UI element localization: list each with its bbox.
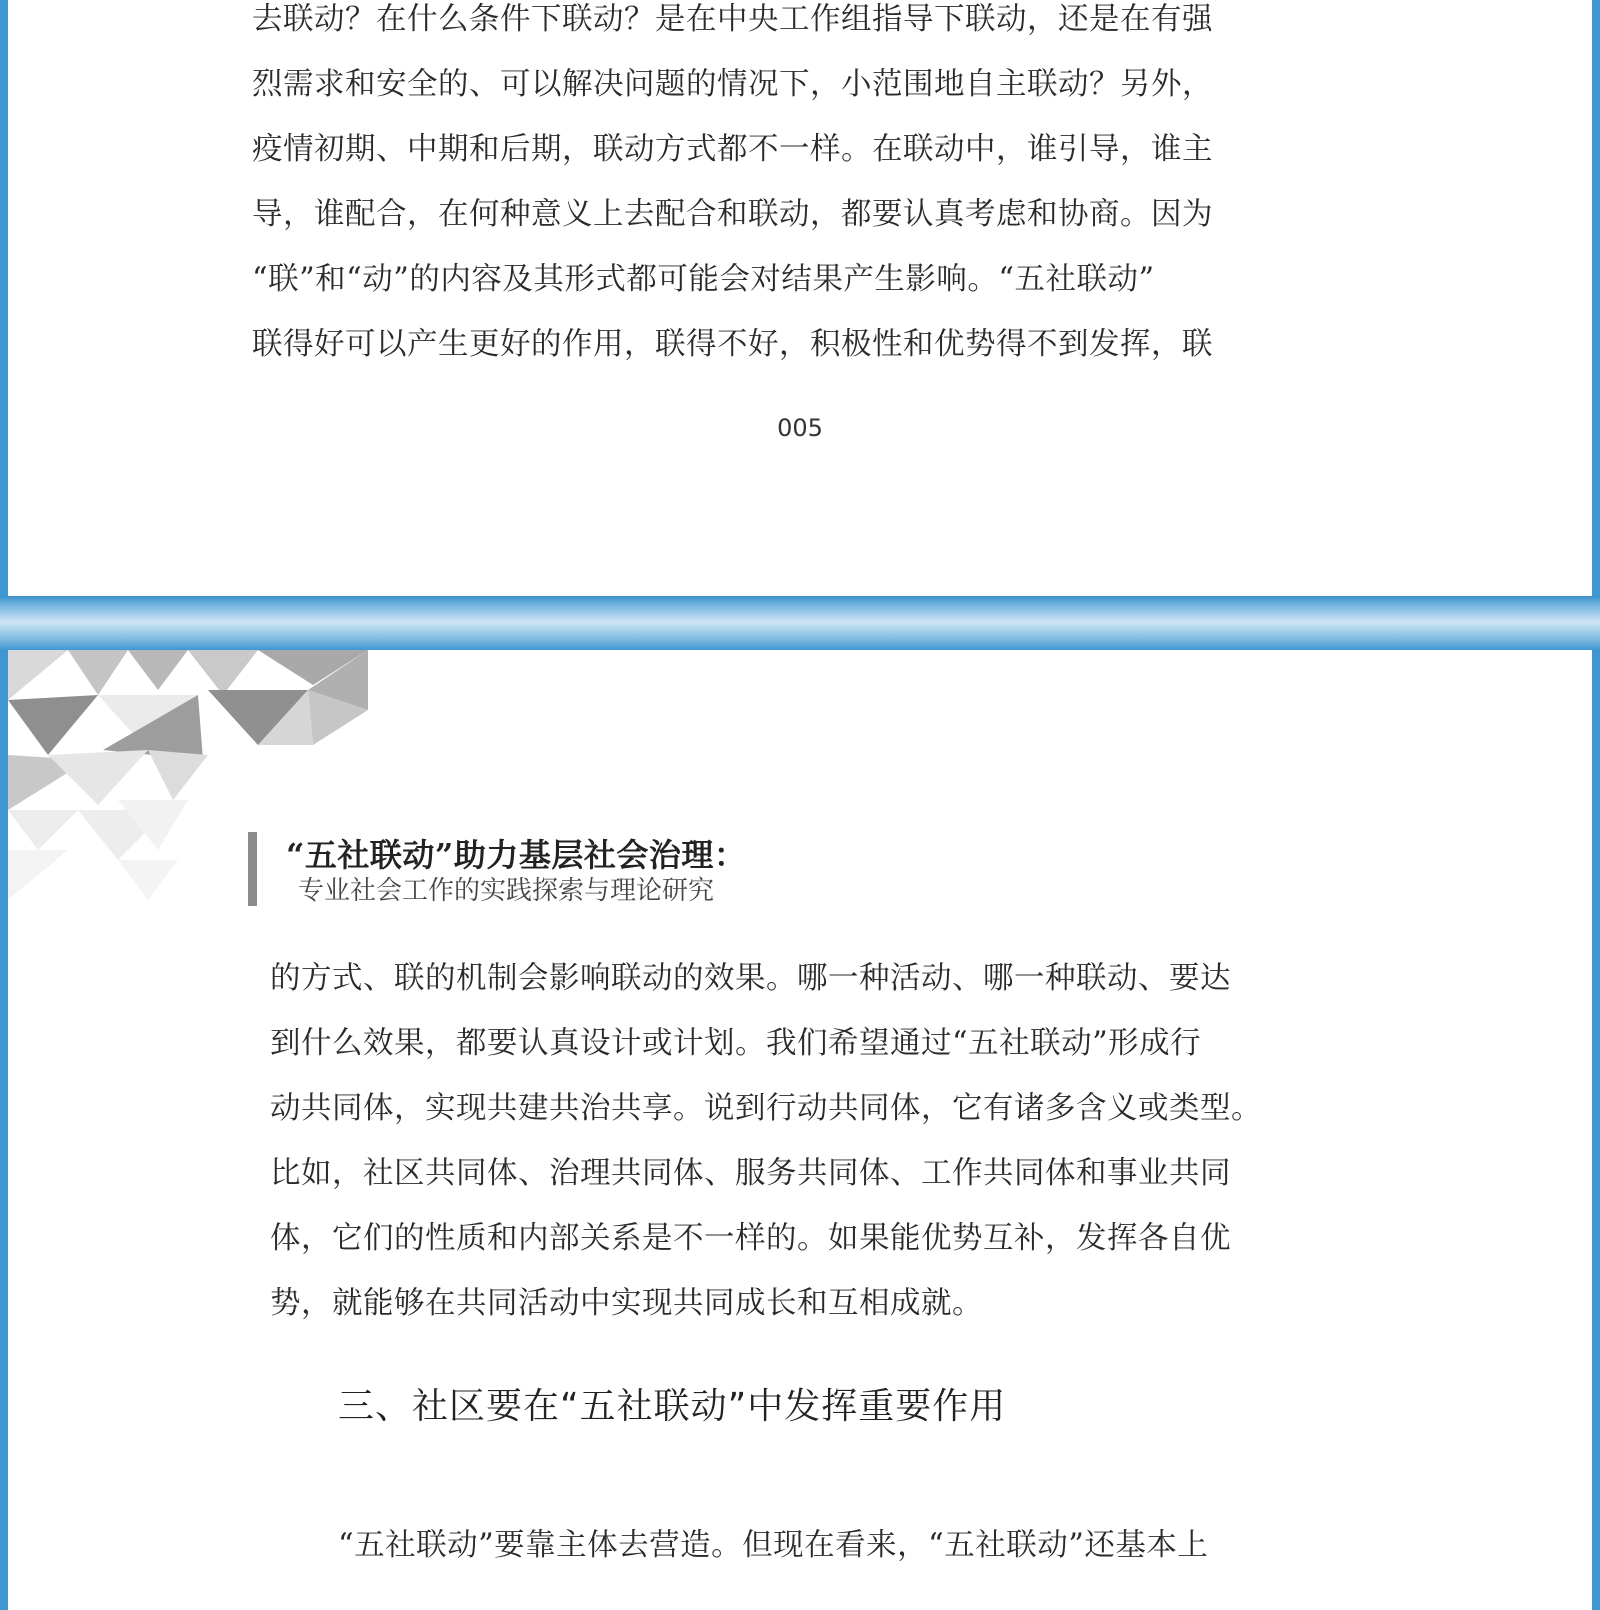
text-line: 到什么效果，都要认真设计或计划。我们希望通过“五社联动”形成行 <box>270 1026 1202 1061</box>
page-number: 005 <box>777 414 823 442</box>
text-line: 势，就能够在共同活动中实现共同成长和互相成就。 <box>270 1286 983 1321</box>
text-line: 烈需求和安全的、可以解决问题的情况下，小范围地自主联动？另外， <box>252 67 1213 102</box>
text-line: “联”和“动”的内容及其形式都可能会对结果产生影响。“五社联动” <box>252 262 1155 297</box>
page-separator <box>0 596 1600 650</box>
top-paragraph <box>252 0 1342 377</box>
bottom-page <box>8 650 1592 1610</box>
text-line: “五社联动”要靠主体去营造。但现在看来，“五社联动”还基本上 <box>338 1528 1209 1563</box>
text-line: 体，它们的性质和内部关系是不一样的。如果能优势互补，发挥各自优 <box>270 1221 1231 1256</box>
text-line: 的方式、联的机制会影响联动的效果。哪一种活动、哪一种联动、要达 <box>270 961 1231 996</box>
section-heading: 三、社区要在“五社联动”中发挥重要作用 <box>338 1386 1007 1427</box>
text-line: 比如，社区共同体、治理共同体、服务共同体、工作共同体和事业共同 <box>270 1156 1231 1191</box>
header-accent-bar <box>248 832 257 906</box>
text-line: 导，谁配合，在何种意义上去配合和联动，都要认真考虑和协商。因为 <box>252 197 1213 232</box>
section-paragraph <box>338 1513 1358 1578</box>
text-line: 动共同体，实现共建共治共享。说到行动共同体，它有诸多含义或类型。 <box>270 1091 1262 1126</box>
top-page <box>8 0 1592 596</box>
header-subtitle: 专业社会工作的实践探索与理论研究 <box>298 876 715 906</box>
text-line: 联得好可以产生更好的作用，联得不好，积极性和优势得不到发挥，联 <box>252 327 1213 362</box>
bottom-paragraph <box>270 946 1360 1336</box>
header-title: “五社联动”助力基层社会治理： <box>286 836 747 874</box>
text-line: 去联动？在什么条件下联动？是在中央工作组指导下联动，还是在有强 <box>252 2 1213 37</box>
text-line: 疫情初期、中期和后期，联动方式都不一样。在联动中，谁引导，谁主 <box>252 132 1213 167</box>
